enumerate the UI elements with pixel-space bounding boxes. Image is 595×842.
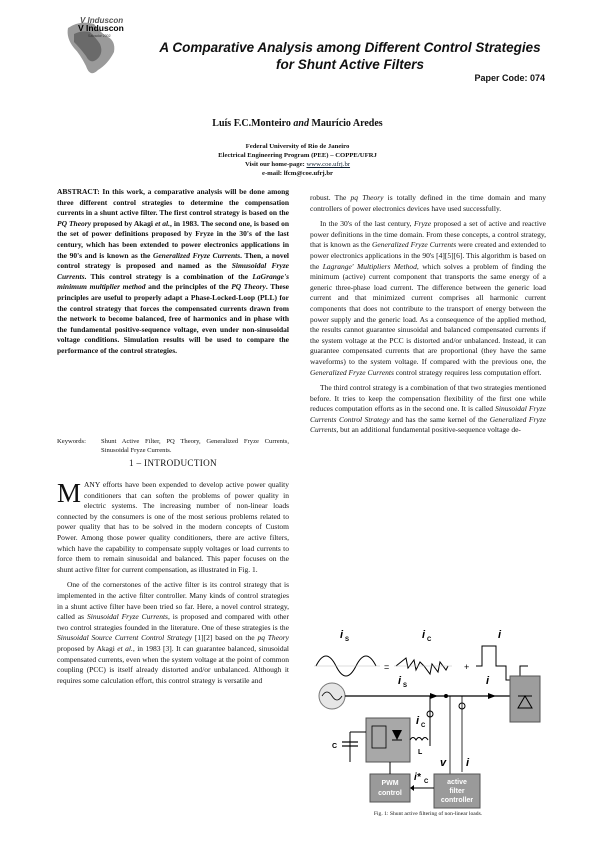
svg-text:C: C [424, 779, 429, 785]
svg-text:active: active [447, 779, 467, 786]
svg-text:C: C [421, 723, 426, 729]
ac-source-icon [319, 683, 345, 709]
figure-shunt-active-filter [310, 622, 546, 810]
svg-text:+: + [464, 662, 470, 672]
svg-text:i: i [398, 675, 402, 687]
svg-text:i: i [340, 629, 344, 641]
figure-caption: Fig. 1: Shunt active filtering of non-linear loads. [373, 811, 483, 817]
author-1: Luís F.C.Monteiro [212, 118, 291, 129]
affil-email: e-mail: lfcm@coe.ufrj.br [261, 170, 334, 177]
svg-text:i: i [486, 675, 490, 687]
paper-title [150, 39, 550, 73]
svg-text:i: i [466, 757, 470, 769]
active-filter-controller-block [434, 774, 480, 808]
keywords-text: Shunt Active Filter, PQ Theory, Generalized Fryze Currents, Sinusoidal Fryze Currents. [101, 438, 289, 454]
svg-text:i*: i* [414, 772, 421, 783]
title-line-2: for Shunt Active Filters [275, 57, 425, 72]
svg-text:i: i [498, 629, 502, 641]
logo-text-3: Salvador 2002 [88, 34, 111, 38]
homepage-link[interactable]: www.coe.ufrj.br [306, 161, 351, 168]
drop-cap: M [57, 478, 82, 508]
right-paragraph-2: In the 30's of the last century, Fryze proposed a set of active and reactive power definitions in the time domain. From these concepts, a control strategy, that is known as the Generalized Fryze Currents were created and extended to power electronics applications in the 90's [4][5][6]. This algorithm is based on the Lagrange' Multipliers Method, which solves a problem of finding the minimum (active) current component that transports the same energy of a generic three-phase load current. The difference between the generic load current and that minimized current comprises all harmonic current components that does not contribute to the transport of energy between the power supply and the generic load. As a consequence of the applied method, the results cannot guarantee sinusoidal and balanced compensated currents if the system voltage at the PCC is distorted and/or unbalanced. Instead, it can guarantee compensated currents that are proportional (they have the same waveforms) to the system voltage. If compared with the previous one, the Generalized Fryze Currents control strategy requires less computation effort. [310, 219, 547, 377]
pwm-control-block [370, 774, 410, 802]
waveform-ic [394, 658, 452, 674]
right-paragraph-3: The third control strategy is a combination of that two strategies mentioned before. It tries to keep the compensation flexibility of the first one while reduces computation efforts as in the second one. It is called Sinusoidal Fryze Currents Control Strategy and has the same kernel of the Generalized Fryze Currents, but an additional fundamental positive-sequence voltage de- [310, 383, 546, 435]
keywords-label: Keywords: [57, 438, 86, 445]
right-column-text [310, 193, 546, 441]
svg-text:C: C [332, 743, 338, 750]
paper-code: Paper Code: 074 [474, 73, 545, 83]
right-paragraph-1: robust. The pq Theory is totally defined in the time domain and many controllers of power electronics devices have used successfully. [310, 193, 547, 213]
affil-line-1: Federal University of Rio de Janeiro [245, 143, 350, 150]
authors [0, 118, 595, 129]
waveform-is [314, 656, 380, 676]
title-line-1: A Comparative Analysis among Different Control Strategies [159, 40, 541, 55]
logo-text-1: V Induscon [80, 16, 124, 25]
author-2: Maurício Aredes [311, 118, 383, 129]
svg-text:L: L [418, 749, 423, 756]
svg-text:i: i [416, 715, 420, 727]
waveform-i [476, 646, 528, 680]
affil-line-2: Electrical Engineering Program (PEE) – COPPE/UFRJ [218, 152, 377, 159]
homepage-label: Visit our home-page: [244, 161, 305, 168]
section-heading: 1 – INTRODUCTION [129, 458, 217, 468]
svg-text:S: S [403, 683, 408, 689]
nonlinear-load [510, 676, 540, 722]
svg-text:S: S [345, 637, 350, 643]
abstract: ABSTRACT: In this work, a comparative analysis will be done among three different control strategies to determine the compensation currents in a shunt active filter. The first control strategy is based on the PQ Theory proposed by Akagi et al., in 1983. The second one, is based on the set of power definitions proposed by Fryze in the 30's of the last century, which has been extended to power electronics applications in the 90's and is known as the Generalized Fryze Currents. Then, a novel control strategy is proposed and named as the Simusoidal Fryze Currents. This control strategy is a combination of the LaGrange's minimum multiplier method and the principles of the PQ Theory. These principles are useful to properly adapt a Phase-Locked-Loop (PLL) for the control strategy that forces the compensated currents drawn from the network to become balanced, free of harmonics and in phase with the fundamental positive-sequence voltage, even under non-sinusoidal voltage conditions. Simulation results will be used to compare the performance of the control strategies. [57, 187, 290, 355]
svg-text:=: = [384, 662, 390, 672]
affiliation [0, 142, 595, 178]
inverter-block [366, 718, 410, 762]
svg-text:v: v [440, 757, 447, 769]
intro-paragraph-2: One of the cornerstones of the active filter is its control strategy that is implemented in the active filter controller. Many kinds of control strategies in a shunt active filter have been tried so far. Here, a novel control strategy, called as Sinusoidal Fryze Currents, is proposed and compared with other two control strategies founded in the literature. One of these strategies is the Sinusoidal Source Current Control Strategy [1][2] based on the pq Theory proposed by Akagi et al., in 1983 [3]. It can guarantee balanced, sinusoidal compensated currents, even when the system voltage at the point of common coupling (PCC) is itself already distorted and/or unbalanced. Although it requires some calculation effort, this control strategy is versatile and [57, 580, 290, 685]
logo-text-2: V Induscon [78, 23, 124, 33]
affil-homepage [0, 160, 595, 169]
author-and: and [293, 118, 309, 129]
keywords [57, 437, 289, 455]
svg-text:controller: controller [440, 797, 474, 804]
svg-text:i: i [422, 629, 426, 641]
intro-text [57, 480, 289, 691]
intro-paragraph-1: MANY efforts have been expended to develop active power quality conditioners that can soften the problems of power quality in electric systems. The increasing number of non-linear loads connected by the consumers is one of the most serious problems related to power quality that has to be solved in the modern concepts of Custom Power. Among those power quality conditioners, there are active filters, which have the capability to compensate supply voltages or load currents to force them to remain sinusoidal and balanced. This paper focuses on the shunt active filter for current compensation, as illustrated in Fig. 1. [57, 478, 289, 574]
svg-text:control: control [378, 790, 402, 797]
svg-text:C: C [427, 637, 432, 643]
svg-text:PWM: PWM [381, 780, 399, 787]
svg-text:filter: filter [449, 788, 465, 795]
